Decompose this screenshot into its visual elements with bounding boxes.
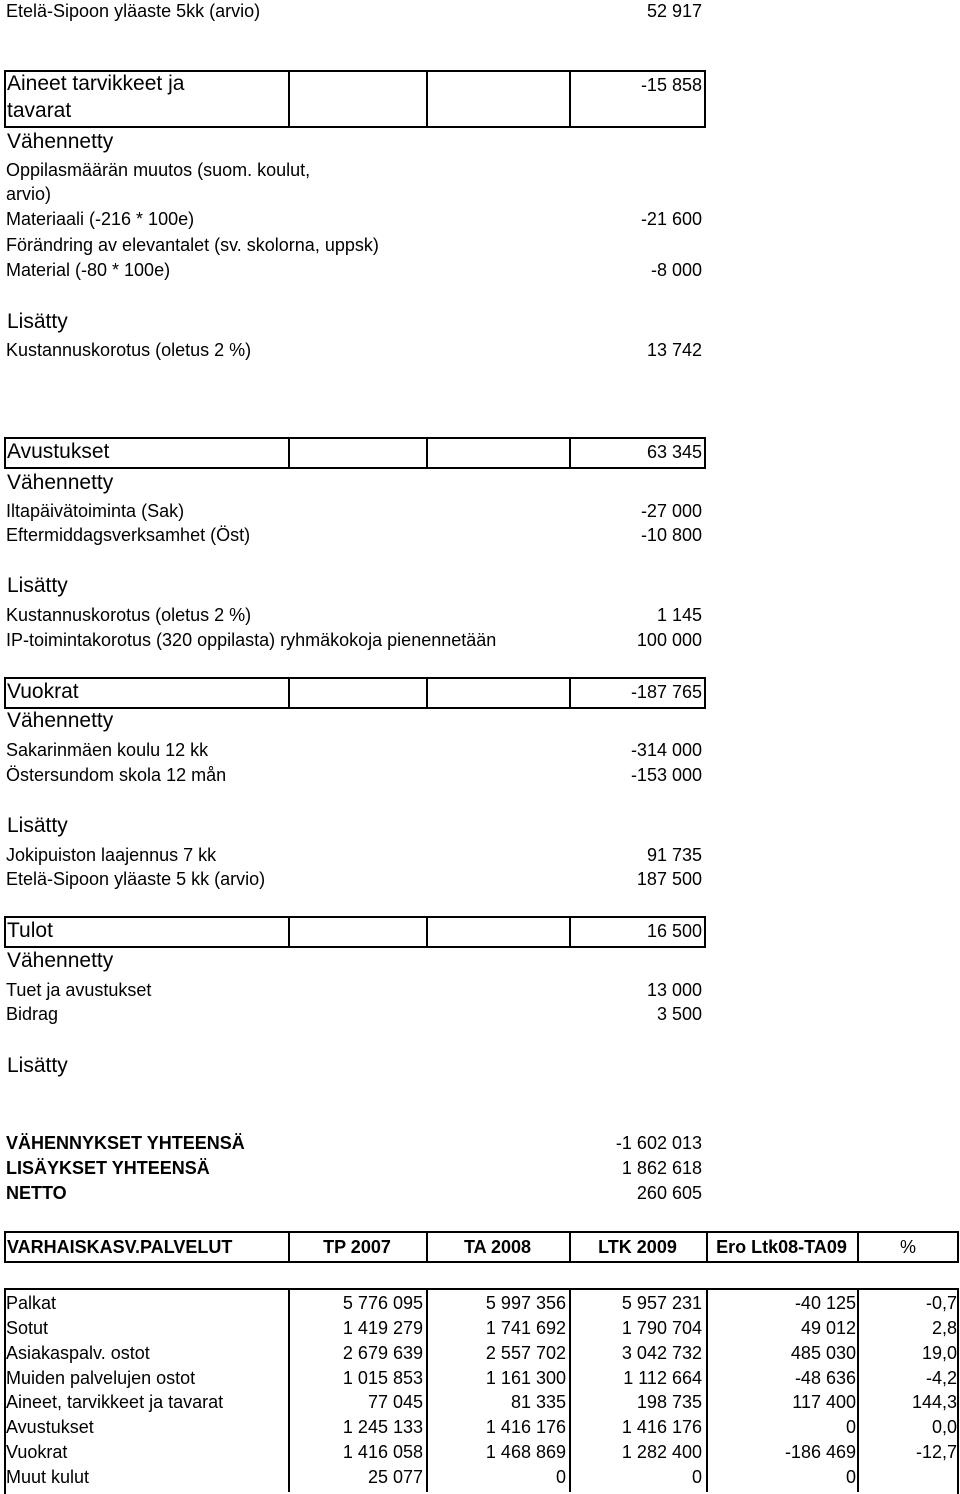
table-cell: -4,2	[925, 1368, 957, 1388]
row-label: Iltapäivätoiminta (Sak)	[6, 501, 185, 521]
table-cell: 0	[555, 1467, 566, 1487]
table-cell: 117 400	[792, 1392, 856, 1412]
table-cell: 1 161 300	[485, 1368, 566, 1388]
table-cell: 1 245 133	[342, 1417, 423, 1437]
table-cell: 1 416 058	[342, 1442, 423, 1462]
table-cell: 77 045	[367, 1392, 423, 1412]
row-label: Östersundom skola 12 mån	[6, 765, 227, 785]
divider	[288, 1288, 290, 1492]
row-label: Sakarinmäen koulu 12 kk	[6, 740, 209, 760]
row-value: -21 600	[640, 209, 702, 229]
row-label: Förändring av elevantalet (sv. skolorna, uppsk)	[6, 235, 379, 255]
table-cell: 0,0	[931, 1417, 957, 1437]
divider	[426, 70, 428, 128]
table-cell: 1 015 853	[342, 1368, 423, 1388]
table-cell: 5 957 231	[621, 1293, 702, 1313]
table-cell: 1 282 400	[621, 1442, 702, 1462]
divider	[857, 1288, 859, 1492]
section-total: -15 858	[640, 75, 702, 95]
table-cell: 81 335	[510, 1392, 566, 1412]
divider	[569, 677, 571, 709]
section-title: Aineet tarvikkeet ja	[7, 72, 185, 95]
table-cell: 0	[845, 1467, 856, 1487]
table-row-label: Asiakaspalv. ostot	[6, 1343, 150, 1363]
reduced-heading: Vähennetty	[7, 130, 114, 153]
row-value: 100 000	[636, 630, 702, 650]
row-label: Material (-80 * 100e)	[6, 260, 171, 280]
table-cell: 0	[691, 1467, 702, 1487]
row-value: -314 000	[630, 740, 702, 760]
row-label: arvio)	[6, 184, 52, 204]
row-label: Etelä-Sipoon yläaste 5kk (arvio)	[6, 1, 261, 21]
row-value: 13 000	[646, 980, 702, 1000]
table-cell: 19,0	[921, 1343, 957, 1363]
table-cell: 2 679 639	[342, 1343, 423, 1363]
row-value: 13 742	[646, 340, 702, 360]
divider	[288, 916, 290, 948]
reduced-heading: Vähennetty	[7, 949, 114, 972]
table-cell: -186 469	[784, 1442, 856, 1462]
divider	[569, 1288, 571, 1492]
divider	[426, 677, 428, 709]
row-value: -10 800	[640, 525, 702, 545]
total-label: VÄHENNYKSET YHTEENSÄ	[6, 1133, 245, 1153]
table-cell: 5 776 095	[342, 1293, 423, 1313]
section-title: Tulot	[7, 919, 53, 942]
row-label: Kustannuskorotus (oletus 2 %)	[6, 605, 252, 625]
table-header-cell: TP 2007	[323, 1237, 391, 1257]
table-cell: 144,3	[911, 1392, 957, 1412]
added-heading: Lisätty	[7, 310, 68, 333]
reduced-heading: Vähennetty	[7, 471, 114, 494]
row-label: Eftermiddagsverksamhet (Öst)	[6, 525, 251, 545]
row-value: 52 917	[646, 1, 702, 21]
table-cell: 3 042 732	[621, 1343, 702, 1363]
table-row-label: Muiden palvelujen ostot	[6, 1368, 196, 1388]
row-value: -27 000	[640, 501, 702, 521]
row-label: Jokipuiston laajennus 7 kk	[6, 845, 217, 865]
table-cell: -0,7	[925, 1293, 957, 1313]
table-cell: 1 419 279	[342, 1318, 423, 1338]
row-label: Etelä-Sipoon yläaste 5 kk (arvio)	[6, 869, 266, 889]
row-value: 91 735	[646, 845, 702, 865]
total-label: LISÄYKSET YHTEENSÄ	[6, 1158, 210, 1178]
added-heading: Lisätty	[7, 574, 68, 597]
total-value: 1 862 618	[621, 1158, 702, 1178]
divider	[426, 437, 428, 469]
table-row-label: Sotut	[6, 1318, 49, 1338]
table-cell: -40 125	[794, 1293, 856, 1313]
table-cell: 0	[845, 1417, 856, 1437]
divider	[569, 437, 571, 469]
table-cell: 1 112 664	[623, 1368, 702, 1388]
table-cell: -12,7	[915, 1442, 957, 1462]
total-value: 260 605	[636, 1183, 702, 1203]
table-cell: 49 012	[800, 1318, 856, 1338]
added-heading: Lisätty	[7, 814, 68, 837]
table-cell: 1 468 869	[485, 1442, 566, 1462]
row-value: -153 000	[630, 765, 702, 785]
table-cell: -48 636	[794, 1368, 856, 1388]
total-value: -1 602 013	[615, 1133, 702, 1153]
table-cell: 1 741 692	[485, 1318, 566, 1338]
table-header-cell: LTK 2009	[598, 1237, 677, 1257]
section-title: Vuokrat	[7, 680, 79, 703]
row-label: IP-toimintakorotus (320 oppilasta) ryhmäkokoja pienennetään	[6, 630, 497, 650]
row-label: Materiaali (-216 * 100e)	[6, 209, 195, 229]
reduced-heading: Vähennetty	[7, 709, 114, 732]
row-value: 187 500	[636, 869, 702, 889]
table-cell: 2 557 702	[485, 1343, 566, 1363]
table-header-cell: Ero Ltk08-TA09	[716, 1237, 847, 1257]
divider	[426, 916, 428, 948]
divider	[288, 437, 290, 469]
table-row-label: Palkat	[6, 1293, 57, 1313]
divider	[426, 1288, 428, 1492]
section-header-box	[4, 916, 706, 948]
table-cell: 485 030	[790, 1343, 856, 1363]
row-value: -8 000	[650, 260, 702, 280]
table-header-cell: TA 2008	[463, 1237, 532, 1257]
divider	[569, 70, 571, 128]
row-label: Oppilasmäärän muutos (suom. koulut,	[6, 160, 311, 180]
section-header-box	[4, 677, 706, 709]
section-title-cont: tavarat	[7, 99, 72, 122]
table-cell: 1 416 176	[621, 1417, 702, 1437]
table-cell: 198 735	[636, 1392, 702, 1412]
divider	[569, 916, 571, 948]
table-row-label: Aineet, tarvikkeet ja tavarat	[6, 1392, 224, 1412]
section-title: Avustukset	[7, 440, 110, 463]
table-cell: 5 997 356	[485, 1293, 566, 1313]
row-value: 3 500	[656, 1004, 702, 1024]
table-cell: 1 790 704	[621, 1318, 702, 1338]
section-total: 16 500	[646, 921, 702, 941]
added-heading: Lisätty	[7, 1054, 68, 1077]
total-label: NETTO	[6, 1183, 67, 1203]
section-total: -187 765	[630, 682, 702, 702]
table-row-label: Avustukset	[6, 1417, 94, 1437]
row-value: 1 145	[656, 605, 702, 625]
row-label: Tuet ja avustukset	[6, 980, 152, 1000]
table-header-cell: VARHAISKASV.PALVELUT	[7, 1237, 233, 1257]
table-row-label: Muut kulut	[6, 1467, 90, 1487]
row-label: Kustannuskorotus (oletus 2 %)	[6, 340, 252, 360]
table-cell: 25 077	[367, 1467, 423, 1487]
section-total: 63 345	[646, 442, 702, 462]
divider	[288, 70, 290, 128]
divider	[706, 1288, 708, 1492]
table-cell: 2,8	[931, 1318, 957, 1338]
table-cell: 1 416 176	[485, 1417, 566, 1437]
divider	[288, 677, 290, 709]
table-header-cell: %	[899, 1237, 916, 1257]
table-row-label: Vuokrat	[6, 1442, 68, 1462]
row-label: Bidrag	[6, 1004, 59, 1024]
